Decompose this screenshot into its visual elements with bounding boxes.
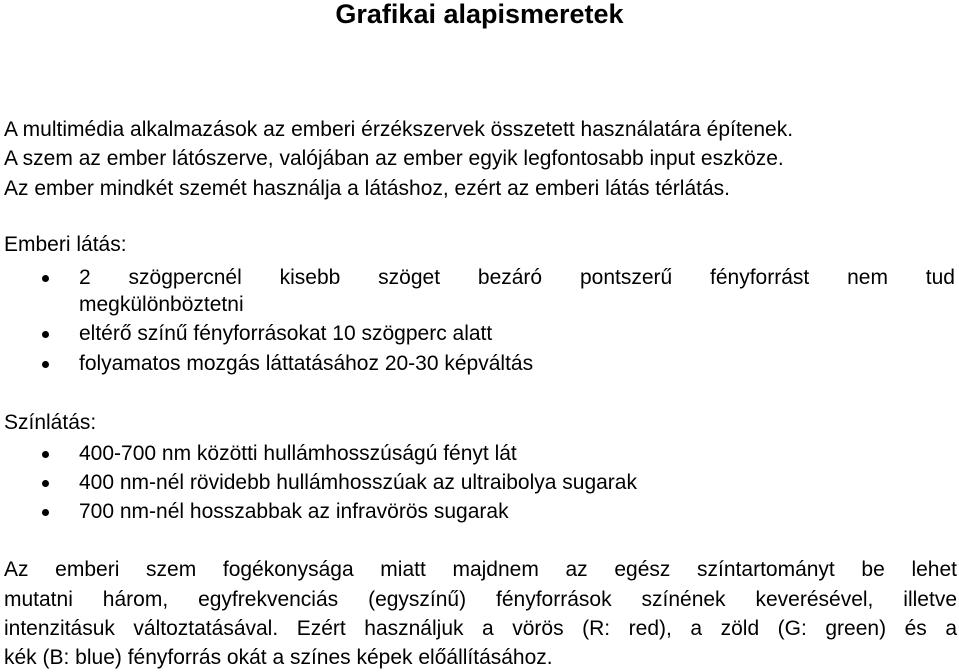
intro-line-3: Az ember mindkét szemét használja a látáshoz, ezért az emberi látás térlátás. xyxy=(4,177,730,200)
bullet-icon xyxy=(42,451,49,458)
bullet-icon xyxy=(42,509,49,516)
conclusion-line-2: mutatni három, egyfrekvenciás (egyszínű) fényforrások színének keverésével, illetve xyxy=(4,588,957,611)
intro-line-1: A multimédia alkalmazások az emberi érzékszervek összetett használatára építenek. xyxy=(4,118,794,141)
list-item-text: 400-700 nm közötti hullámhosszúságú fényt lát xyxy=(79,442,517,465)
color-vision-heading: Színlátás: xyxy=(4,411,97,434)
page-title: Grafikai alapismeretek xyxy=(335,0,624,29)
bullet-icon xyxy=(42,361,49,368)
bullet-icon xyxy=(42,480,49,487)
list-item-text: 400 nm-nél rövidebb hullámhosszúak az ultraibolya sugarak xyxy=(79,471,637,494)
intro-line-2: A szem az ember látószerve, valójában az ember egyik legfontosabb input eszköze. xyxy=(4,147,784,170)
list-item-text: 2 szögpercnél kisebb szöget bezáró pontszerű fényforrást nem tud xyxy=(79,266,955,289)
bullet-icon xyxy=(42,331,49,338)
list-item-text: eltérő színű fényforrásokat 10 szögperc alatt xyxy=(79,322,493,345)
conclusion-line-1: Az emberi szem fogékonysága miatt majdnem az egész színtartományt be lehet xyxy=(4,558,957,581)
list-item-text: folyamatos mozgás láttatásához 20-30 képváltás xyxy=(79,352,534,375)
conclusion-line-3: intenzitásuk változtatásával. Ezért használjuk a vörös (R: red), a zöld (G: green) és a xyxy=(4,617,957,640)
human-vision-heading: Emberi látás: xyxy=(4,233,127,256)
list-item-text-continuation: megkülönböztetni xyxy=(79,293,244,316)
conclusion-line-4: kék (B: blue) fényforrás okát a színes képek előállításához. xyxy=(4,646,553,669)
bullet-icon xyxy=(42,275,49,282)
list-item-text: 700 nm-nél hosszabbak az infravörös sugarak xyxy=(79,500,509,523)
